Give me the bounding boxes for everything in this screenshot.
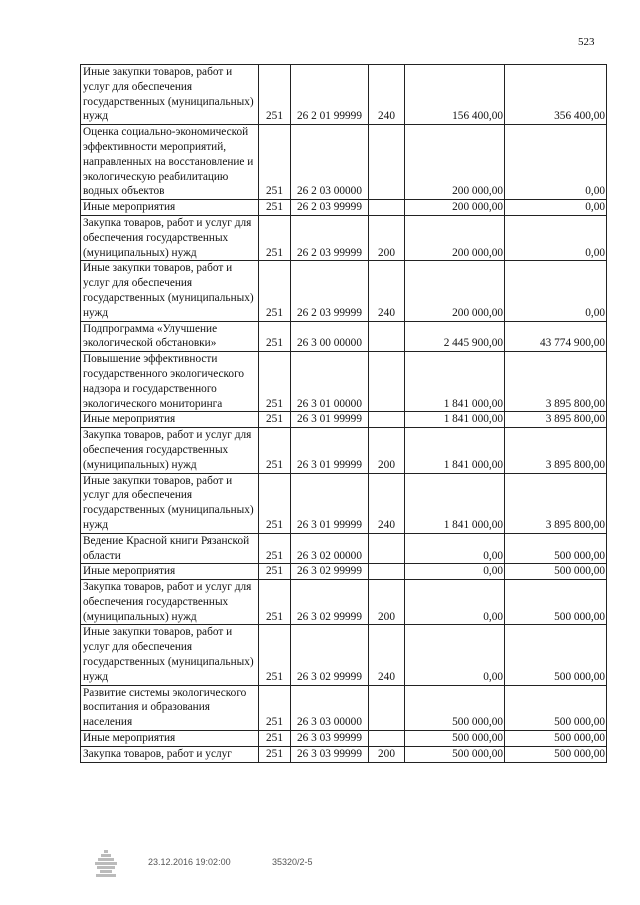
cell-vr: 200: [369, 580, 405, 625]
cell-name: Закупка товаров, работ и услуг для обеспечения государственных (муниципальных) нужд: [81, 428, 259, 473]
cell-name: Подпрограмма «Улучшение экологической обстановки»: [81, 321, 259, 352]
cell-csr: 26 3 01 99999: [291, 473, 369, 533]
table-row: [81, 261, 607, 321]
table-row: [81, 731, 607, 747]
cell-name: Оценка социально-экономической эффективности мероприятий, направленных на восстановление и экологическую реабилитацию водных объектов: [81, 125, 259, 200]
cell-sum-2017: 200 000,00: [405, 215, 505, 260]
cell-name: Развитие системы экологического воспитания и образования населения: [81, 685, 259, 730]
cell-sum-2018: 0,00: [505, 261, 607, 321]
cell-ved: 251: [259, 746, 291, 762]
budget-table: [80, 64, 607, 763]
table-row: [81, 428, 607, 473]
cell-name: Иные закупки товаров, работ и услуг для обеспечения государственных (муниципальных) нужд: [81, 261, 259, 321]
cell-ved: 251: [259, 65, 291, 125]
cell-ved: 251: [259, 625, 291, 685]
cell-vr: 200: [369, 428, 405, 473]
cell-name: Иные мероприятия: [81, 731, 259, 747]
cell-csr: 26 3 02 99999: [291, 625, 369, 685]
cell-csr: 26 3 00 00000: [291, 321, 369, 352]
cell-ved: 251: [259, 412, 291, 428]
cell-name: Иные мероприятия: [81, 412, 259, 428]
cell-ved: 251: [259, 533, 291, 564]
cell-csr: 26 2 03 99999: [291, 261, 369, 321]
cell-sum-2017: 1 841 000,00: [405, 428, 505, 473]
cell-sum-2018: 0,00: [505, 200, 607, 216]
cell-sum-2017: 1 841 000,00: [405, 412, 505, 428]
cell-csr: 26 3 03 99999: [291, 731, 369, 747]
table-row: [81, 473, 607, 533]
table-row: [81, 215, 607, 260]
budget-table-body: [81, 65, 607, 763]
cell-sum-2018: 500 000,00: [505, 731, 607, 747]
cell-sum-2017: 500 000,00: [405, 746, 505, 762]
cell-vr: [369, 533, 405, 564]
table-row: [81, 625, 607, 685]
cell-sum-2018: 0,00: [505, 215, 607, 260]
cell-sum-2018: 500 000,00: [505, 533, 607, 564]
table-row: [81, 580, 607, 625]
cell-sum-2018: 3 895 800,00: [505, 473, 607, 533]
footer: [0, 855, 640, 895]
cell-name: Иные закупки товаров, работ и услуг для обеспечения государственных (муниципальных) нужд: [81, 625, 259, 685]
cell-name: Закупка товаров, работ и услуг: [81, 746, 259, 762]
cell-vr: [369, 200, 405, 216]
cell-sum-2018: 500 000,00: [505, 580, 607, 625]
page-number: 523: [578, 36, 595, 48]
cell-vr: 200: [369, 215, 405, 260]
cell-sum-2017: 1 841 000,00: [405, 352, 505, 412]
cell-vr: 240: [369, 625, 405, 685]
table-row: [81, 321, 607, 352]
table-row: [81, 200, 607, 216]
cell-ved: 251: [259, 580, 291, 625]
cell-vr: [369, 564, 405, 580]
cell-sum-2018: 0,00: [505, 125, 607, 200]
cell-sum-2018: 3 895 800,00: [505, 352, 607, 412]
cell-name: Иные мероприятия: [81, 564, 259, 580]
cell-csr: 26 2 03 00000: [291, 125, 369, 200]
cell-ved: 251: [259, 261, 291, 321]
cell-sum-2017: 200 000,00: [405, 261, 505, 321]
cell-ved: 251: [259, 352, 291, 412]
cell-vr: [369, 321, 405, 352]
cell-sum-2018: 356 400,00: [505, 65, 607, 125]
table-row: [81, 412, 607, 428]
cell-name: Закупка товаров, работ и услуг для обеспечения государственных (муниципальных) нужд: [81, 215, 259, 260]
cell-csr: 26 3 02 00000: [291, 533, 369, 564]
cell-csr: 26 3 03 99999: [291, 746, 369, 762]
emblem-icon: [92, 849, 120, 879]
cell-ved: 251: [259, 200, 291, 216]
cell-ved: 251: [259, 731, 291, 747]
cell-vr: 240: [369, 473, 405, 533]
cell-vr: 240: [369, 261, 405, 321]
cell-sum-2018: 43 774 900,00: [505, 321, 607, 352]
cell-csr: 26 2 03 99999: [291, 215, 369, 260]
cell-sum-2017: 0,00: [405, 625, 505, 685]
cell-sum-2017: 156 400,00: [405, 65, 505, 125]
cell-ved: 251: [259, 215, 291, 260]
cell-csr: 26 3 02 99999: [291, 564, 369, 580]
cell-ved: 251: [259, 564, 291, 580]
cell-csr: 26 3 01 99999: [291, 412, 369, 428]
cell-name: Иные мероприятия: [81, 200, 259, 216]
cell-ved: 251: [259, 685, 291, 730]
cell-sum-2018: 500 000,00: [505, 564, 607, 580]
table-row: [81, 65, 607, 125]
cell-csr: 26 3 01 00000: [291, 352, 369, 412]
table-row: [81, 352, 607, 412]
cell-ved: 251: [259, 428, 291, 473]
cell-name: Ведение Красной книги Рязанской области: [81, 533, 259, 564]
cell-sum-2017: 0,00: [405, 580, 505, 625]
cell-csr: 26 3 03 00000: [291, 685, 369, 730]
cell-sum-2017: 200 000,00: [405, 125, 505, 200]
cell-csr: 26 2 01 99999: [291, 65, 369, 125]
cell-sum-2018: 500 000,00: [505, 685, 607, 730]
cell-vr: [369, 731, 405, 747]
cell-vr: 200: [369, 746, 405, 762]
cell-sum-2017: 2 445 900,00: [405, 321, 505, 352]
cell-vr: [369, 412, 405, 428]
cell-sum-2017: 200 000,00: [405, 200, 505, 216]
cell-sum-2017: 1 841 000,00: [405, 473, 505, 533]
table-row: [81, 746, 607, 762]
cell-vr: [369, 685, 405, 730]
cell-csr: 26 3 02 99999: [291, 580, 369, 625]
cell-name: Повышение эффективности государственного экологического надзора и государственного экологического мониторинга: [81, 352, 259, 412]
footer-doc-number: 35320/2-5: [272, 857, 313, 867]
table-row: [81, 533, 607, 564]
table-row: [81, 564, 607, 580]
cell-name: Иные закупки товаров, работ и услуг для обеспечения государственных (муниципальных) нужд: [81, 65, 259, 125]
cell-name: Закупка товаров, работ и услуг для обеспечения государственных (муниципальных) нужд: [81, 580, 259, 625]
table-row: [81, 685, 607, 730]
cell-sum-2017: 500 000,00: [405, 685, 505, 730]
cell-vr: [369, 352, 405, 412]
cell-name: Иные закупки товаров, работ и услуг для обеспечения государственных (муниципальных) нужд: [81, 473, 259, 533]
cell-ved: 251: [259, 125, 291, 200]
cell-sum-2018: 3 895 800,00: [505, 412, 607, 428]
cell-vr: [369, 125, 405, 200]
footer-timestamp: 23.12.2016 19:02:00: [148, 857, 231, 867]
cell-sum-2017: 0,00: [405, 564, 505, 580]
cell-sum-2018: 3 895 800,00: [505, 428, 607, 473]
cell-sum-2018: 500 000,00: [505, 746, 607, 762]
table-row: [81, 125, 607, 200]
cell-sum-2017: 500 000,00: [405, 731, 505, 747]
cell-ved: 251: [259, 321, 291, 352]
cell-csr: 26 3 01 99999: [291, 428, 369, 473]
cell-vr: 240: [369, 65, 405, 125]
cell-ved: 251: [259, 473, 291, 533]
cell-csr: 26 2 03 99999: [291, 200, 369, 216]
cell-sum-2017: 0,00: [405, 533, 505, 564]
cell-sum-2018: 500 000,00: [505, 625, 607, 685]
